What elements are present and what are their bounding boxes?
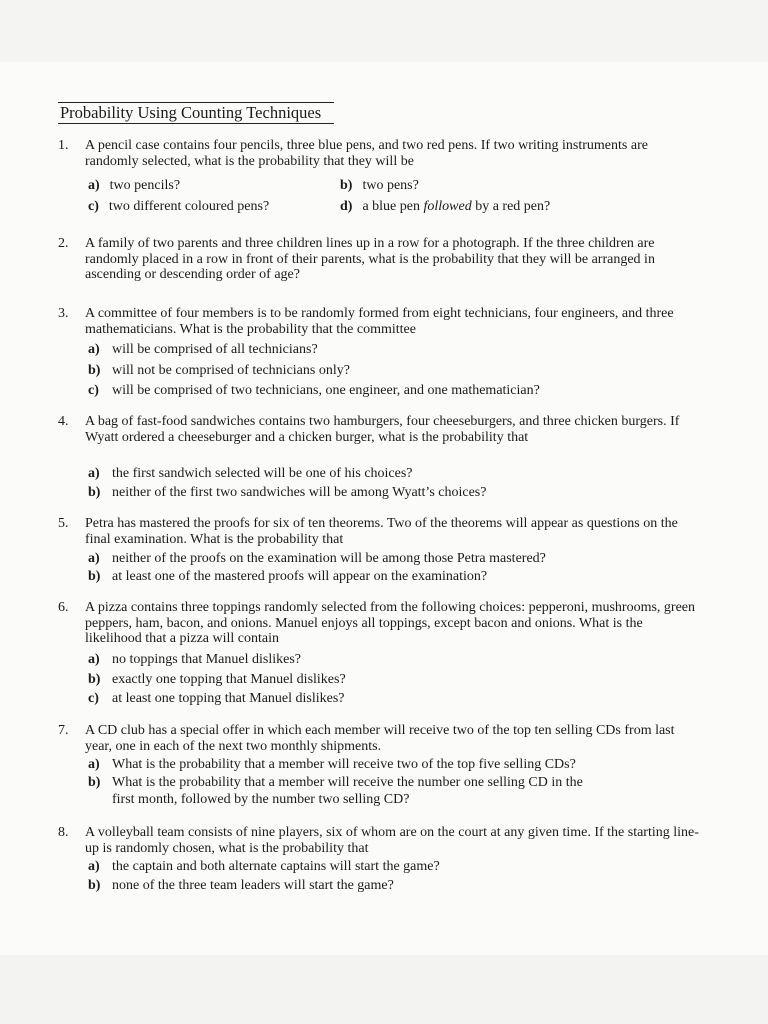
answer-options xyxy=(88,342,708,401)
problem-number: 5. xyxy=(58,516,69,531)
problem-number: 8. xyxy=(58,825,69,840)
problem-number: 2. xyxy=(58,236,69,251)
problem-stem: Petra has mastered the proofs for six of ten theorems. Two of the theorems will appear as questions on the final examination. What is the probability that xyxy=(85,516,678,547)
option-b xyxy=(340,178,419,194)
option-a xyxy=(88,342,708,360)
option-a xyxy=(88,859,708,877)
option-a xyxy=(88,652,708,670)
option-text: the first sandwich selected will be one of his choices? xyxy=(112,466,413,481)
option-label: d) xyxy=(340,199,353,214)
problem-stem: A pizza contains three toppings randomly selected from the following choices: pepperoni, mushrooms, green peppers, ham, bacon, and onions. Manuel enjoys all toppings, except bacon and onions. What is the likelihood that a pizza will contain xyxy=(85,600,696,646)
problem-number: 7. xyxy=(58,723,69,738)
problem-number: 3. xyxy=(58,306,69,321)
option-text: What is the probability that a member will receive the number one selling CD in the xyxy=(112,774,583,790)
option-text: two pencils? xyxy=(109,178,181,193)
option-a xyxy=(88,466,708,484)
option-text: two different coloured pens? xyxy=(108,199,270,214)
option-label: a) xyxy=(88,178,100,193)
problem-stem: A pencil case contains four pencils, three blue pens, and two red pens. If two writing instruments are randomly selected, what is the probability that they will be xyxy=(85,138,648,169)
option-text: will be comprised of two technicians, one engineer, and one mathematician? xyxy=(112,383,540,398)
option-b-continued xyxy=(88,792,708,810)
problem-stem: A volleyball team consists of nine players, six of whom are on the court at any given time. If the starting line-up is randomly chosen, what is the probability that xyxy=(85,825,699,856)
option-label: b) xyxy=(88,484,101,500)
option-text: at least one of the mastered proofs will appear on the examination? xyxy=(112,568,488,584)
option-label: a) xyxy=(88,652,100,667)
option-text: will be comprised of all technicians? xyxy=(112,342,318,357)
option-b xyxy=(88,775,708,793)
option-a xyxy=(88,551,708,569)
option-row xyxy=(88,199,708,220)
option-label: b) xyxy=(88,362,101,378)
option-label: c) xyxy=(88,691,99,706)
problem-stem: A committee of four members is to be randomly formed from eight technicians, four engineers, and three mathematicians. What is the probability that the committee xyxy=(85,306,674,337)
option-label: c) xyxy=(88,383,99,398)
problem-stem: A family of two parents and three children lines up in a row for a photograph. If the three children are randomly placed in a row in front of their parents, what is the probability that they will be arranged in ascending or descending order of age? xyxy=(85,236,655,282)
option-label: a) xyxy=(88,551,100,566)
option-label: b) xyxy=(88,671,101,687)
emphasized-word: followed xyxy=(423,199,472,214)
option-label: c) xyxy=(88,199,99,214)
option-text: none of the three team leaders will start the game? xyxy=(112,877,394,893)
option-label: a) xyxy=(88,757,100,772)
option-text: by a red pen? xyxy=(471,199,551,214)
option-b xyxy=(88,878,708,896)
option-b xyxy=(88,363,708,381)
option-label: b) xyxy=(88,774,101,790)
option-text: the captain and both alternate captains will start the game? xyxy=(112,859,440,874)
option-text: neither of the proofs on the examination will be among those Petra mastered? xyxy=(112,551,546,566)
option-a xyxy=(88,757,708,775)
option-d xyxy=(340,199,550,215)
problem-stem: A bag of fast-food sandwiches contains two hamburgers, four cheeseburgers, and three chicken burgers. If Wyatt ordered a cheeseburger and a chicken burger, what is the probability that xyxy=(85,414,680,445)
problem-stem: A CD club has a special offer in which each member will receive two of the top ten selling CDs from last year, one in each of the next two monthly shipments. xyxy=(85,723,675,754)
option-label: a) xyxy=(88,466,100,481)
option-c xyxy=(88,383,708,401)
option-row xyxy=(88,178,708,199)
option-text: first month, followed by the number two selling CD? xyxy=(112,792,410,807)
option-b xyxy=(88,569,708,587)
problem-number: 6. xyxy=(58,600,69,615)
option-c xyxy=(88,199,269,215)
option-a xyxy=(88,178,180,194)
problem-number: 4. xyxy=(58,414,69,429)
answer-options xyxy=(88,178,708,220)
problem-number: 1. xyxy=(58,138,69,153)
option-text: two pens? xyxy=(362,178,419,193)
option-text: neither of the first two sandwiches will be among Wyatt’s choices? xyxy=(112,484,487,500)
option-c xyxy=(88,691,708,709)
answer-options xyxy=(88,757,708,810)
option-b xyxy=(88,672,708,690)
option-text: no toppings that Manuel dislikes? xyxy=(112,652,301,667)
option-text: at least one topping that Manuel dislikes? xyxy=(112,691,345,706)
answer-options xyxy=(88,466,708,502)
page-background xyxy=(0,955,768,1024)
option-text: will not be comprised of technicians only? xyxy=(112,362,350,378)
answer-options xyxy=(88,652,708,709)
option-label: a) xyxy=(88,342,100,357)
option-label: b) xyxy=(340,178,353,193)
option-text: a blue pen xyxy=(362,199,424,214)
answer-options xyxy=(88,551,708,586)
option-label: a) xyxy=(88,859,100,874)
option-label: b) xyxy=(88,568,101,584)
answer-options xyxy=(88,859,708,895)
option-text: exactly one topping that Manuel dislikes? xyxy=(112,671,346,687)
worksheet-title: Probability Using Counting Techniques xyxy=(58,102,334,124)
option-b xyxy=(88,485,708,503)
option-text: What is the probability that a member will receive two of the top five selling CDs? xyxy=(112,757,576,772)
option-label: b) xyxy=(88,877,101,893)
